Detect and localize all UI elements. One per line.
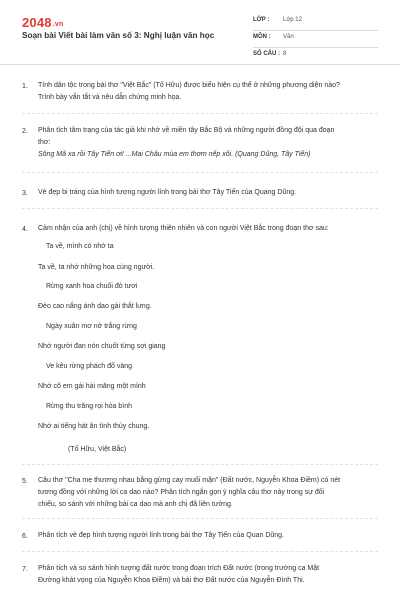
question-number: 2. [22,128,28,135]
question-separator [22,113,378,114]
question-separator [22,518,378,519]
question-number: 4. [22,226,28,233]
question-number: 6. [22,533,28,540]
poem-line: Rừng thu trăng rọi hòa bình [46,403,133,410]
document-header [0,0,400,68]
poem-line: Nhớ ai tiếng hát ân tình thủy chung. [38,423,150,430]
logo-text: 2048 [22,15,52,30]
question-separator [22,551,378,552]
site-logo[interactable] [22,15,63,30]
poem-line: Rừng xanh hoa chuối đỏ tươi [46,283,138,290]
meta-value-grade: Lớp 12 [283,17,302,23]
meta-value-question-count: 8 [283,51,287,57]
question-line: Trình bày vắn tắt và nêu dẫn chứng minh họa. [38,94,182,101]
question-text [38,223,378,235]
logo-suffix: .vn [52,21,64,28]
question-excerpt: Sông Mã xa rồi Tây Tiến ơi! ...Mai Châu mùa em thơm nếp xôi. (Quang Dũng, Tây Tiến) [38,151,311,158]
question-text [38,187,378,199]
meta-value-subject: Văn [283,34,294,40]
question-line: Cảm nhận của anh (chị) về hình tượng thiên nhiên và con người Việt Bắc trong đoạn thơ sau: [38,225,329,232]
poem-line: Đèo cao nắng ánh dao gài thắt lưng. [38,303,152,310]
question-text [38,530,378,542]
meta-info-table [253,14,378,65]
question-number: 3. [22,190,28,197]
meta-row-subject [253,31,378,48]
question-line: Đường khát vọng của Nguyễn Khoa Điềm) và bài thơ Đất nước của Nguyễn Đình Thi. [38,577,305,584]
meta-label-subject: MÔN : [253,34,271,40]
question-line: Phân tích tâm trạng của tác giả khi nhớ về miền tây Bắc Bộ và những người đồng đội qua đoạn [38,127,335,134]
question-number: 5. [22,478,28,485]
question-text [38,80,378,104]
question-line: thơ: [38,139,51,146]
question-line: Tính dân tộc trong bài thơ "Việt Bắc" (Tố Hữu) được biểu hiện cụ thể ở những phương diện nào? [38,82,340,89]
question-separator [22,464,378,465]
question-text [38,563,378,587]
question-line: Vẻ đẹp bi tráng của hình tượng người lính trong bài thơ Tây Tiến của Quang Dũng. [38,189,297,196]
question-line: Phân tích và so sánh hình tượng đất nước trong đoạn trích Đất nước (trong trường ca Mặt [38,565,320,572]
question-line: Phân tích vẻ đẹp hình tượng người lính trong bài thơ Tây Tiến của Quan Dũng. [38,532,284,539]
question-line: tương đồng với những lời ca dao nào? Phân tích ngắn gọn ý nghĩa câu thơ này trong sự đối [38,489,325,496]
header-divider [0,64,400,65]
question-number: 1. [22,83,28,90]
poem-line: Nhớ người đan nón chuốt từng sợi giang [38,343,166,350]
question-line: Câu thơ "Cha mẹ thương nhau bằng gừng cay muối mặn" (Đất nước, Nguyễn Khoa Điềm) có nét [38,477,341,484]
poem-line: Ngày xuân mơ nở trắng rừng [46,323,137,330]
question-number: 7. [22,566,28,573]
poem-source: (Tố Hữu, Việt Bắc) [68,446,127,453]
question-text [38,475,378,511]
poem-line: Nhớ cô em gái hái măng một mình [38,383,146,390]
question-separator [22,208,378,209]
meta-label-question-count: SỐ CÂU : [253,51,280,57]
question-line: chiếu, so sánh với những bài ca dao mà anh chị đã liên tưởng. [38,501,233,508]
meta-row-grade [253,14,378,31]
question-text [38,125,378,161]
document-title: Soạn bài Viết bài làm văn số 3: Nghị luận văn học [22,31,215,40]
meta-row-question-count [253,48,378,65]
poem-line: Ta về, ta nhớ những hoa cùng người. [38,264,155,271]
question-separator [22,172,378,173]
meta-label-grade: LỚP : [253,17,270,23]
poem-line: Ve kêu rừng phách đổ vàng [46,363,133,370]
poem-line: Ta về, mình có nhớ ta [46,243,114,250]
